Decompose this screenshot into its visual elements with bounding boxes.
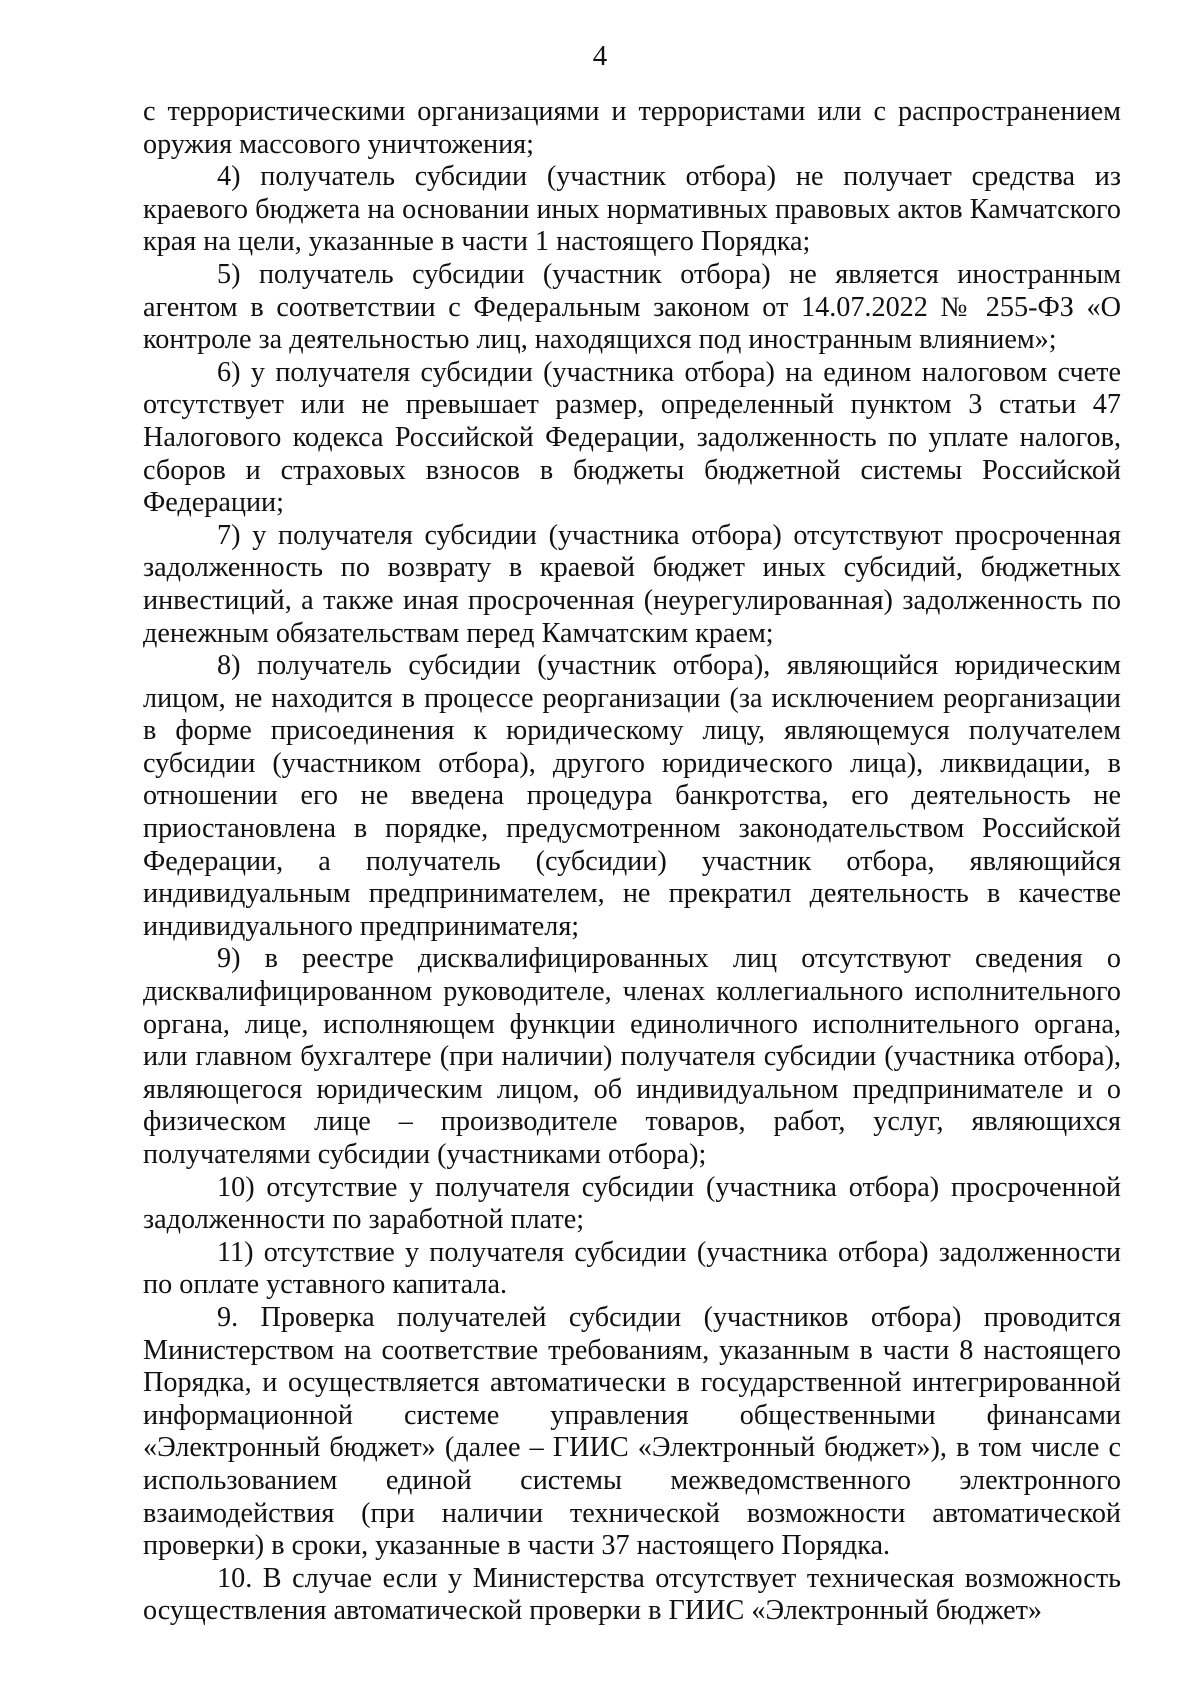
paragraph-item-7: 7) у получателя субсидии (участника отбора) отсутствуют просроченная задолженность по возврату в краевой бюджет иных субсидий, бюджетных инвестиций, а также иная просроченная (неурегулированная) задолженность по денежным обязательствам перед Камчатским краем; xyxy=(143,519,1121,649)
paragraph-item-10: 10) отсутствие у получателя субсидии (участника отбора) просроченной задолженности по заработной плате; xyxy=(143,1171,1121,1236)
document-body xyxy=(143,96,1121,1628)
paragraph-item-4: 4) получатель субсидии (участник отбора) не получает средства из краевого бюджета на основании иных нормативных правовых актов Камчатского края на цели, указанные в части 1 настоящего Порядка; xyxy=(143,161,1121,258)
paragraph-item-11: 11) отсутствие у получателя субсидии (участника отбора) задолженности по оплате уставного капитала. xyxy=(143,1236,1121,1301)
paragraph-continuation: с террористическими организациями и террористами или с распространением оружия массового уничтожения; xyxy=(143,96,1121,160)
paragraph-item-8: 8) получатель субсидии (участник отбора), являющийся юридическим лицом, не находится в процессе реорганизации (за исключением реорганизации в форме присоединения к юридическому лицу, являющемуся получателем субсидии (участником отбора), другого юридического лица), ликвидации, в отношении его не введена процедура банкротства, его деятельность не приостановлена в порядке, предусмотренном законодательством Российской Федерации, а получатель (субсидии) участник отбора, являющийся индивидуальным предпринимателем, не прекратил деятельность в качестве индивидуального предпринимателя; xyxy=(143,650,1121,942)
paragraph-section-9: 9. Проверка получателей субсидии (участников отбора) проводится Министерством на соответствие требованиям, указанным в части 8 настоящего Порядка, и осуществляется автоматически в государственной интегрированной информационной системе управления общественными финансами «Электронный бюджет» (далее – ГИИС «Электронный бюджет»), в том числе с использованием единой системы межведомственного электронного взаимодействия (при наличии технической возможности автоматической проверки) в сроки, указанные в части 37 настоящего Порядка. xyxy=(143,1301,1121,1562)
page-number: 4 xyxy=(592,40,608,72)
paragraph-item-9: 9) в реестре дисквалифицированных лиц отсутствуют сведения о дисквалифицированном руководителе, членах коллегиального исполнительного органа, лице, исполняющем функции единоличного исполнительного органа, или главном бухгалтере (при наличии) получателя субсидии (участника отбора), являющегося юридическим лицом, об индивидуальном предпринимателе и о физическом лице – производителе товаров, работ, услуг, являющихся получателями субсидии (участниками отбора); xyxy=(143,943,1121,1170)
paragraph-section-10: 10. В случае если у Министерства отсутствует техническая возможность осуществления автоматической проверки в ГИИС «Электронный бюджет» xyxy=(143,1562,1121,1627)
paragraph-item-5: 5) получатель субсидии (участник отбора) не является иностранным агентом в соответствии с Федеральным законом от 14.07.2022 № 255-ФЗ «О контроле за деятельностью лиц, находящихся под иностранным влиянием»; xyxy=(143,258,1121,356)
paragraph-item-6: 6) у получателя субсидии (участника отбора) на едином налоговом счете отсутствует или не превышает размер, определенный пунктом 3 статьи 47 Налогового кодекса Российской Федерации, задолженность по уплате налогов, сборов и страховых взносов в бюджеты бюджетной системы Российской Федерации; xyxy=(143,356,1121,519)
